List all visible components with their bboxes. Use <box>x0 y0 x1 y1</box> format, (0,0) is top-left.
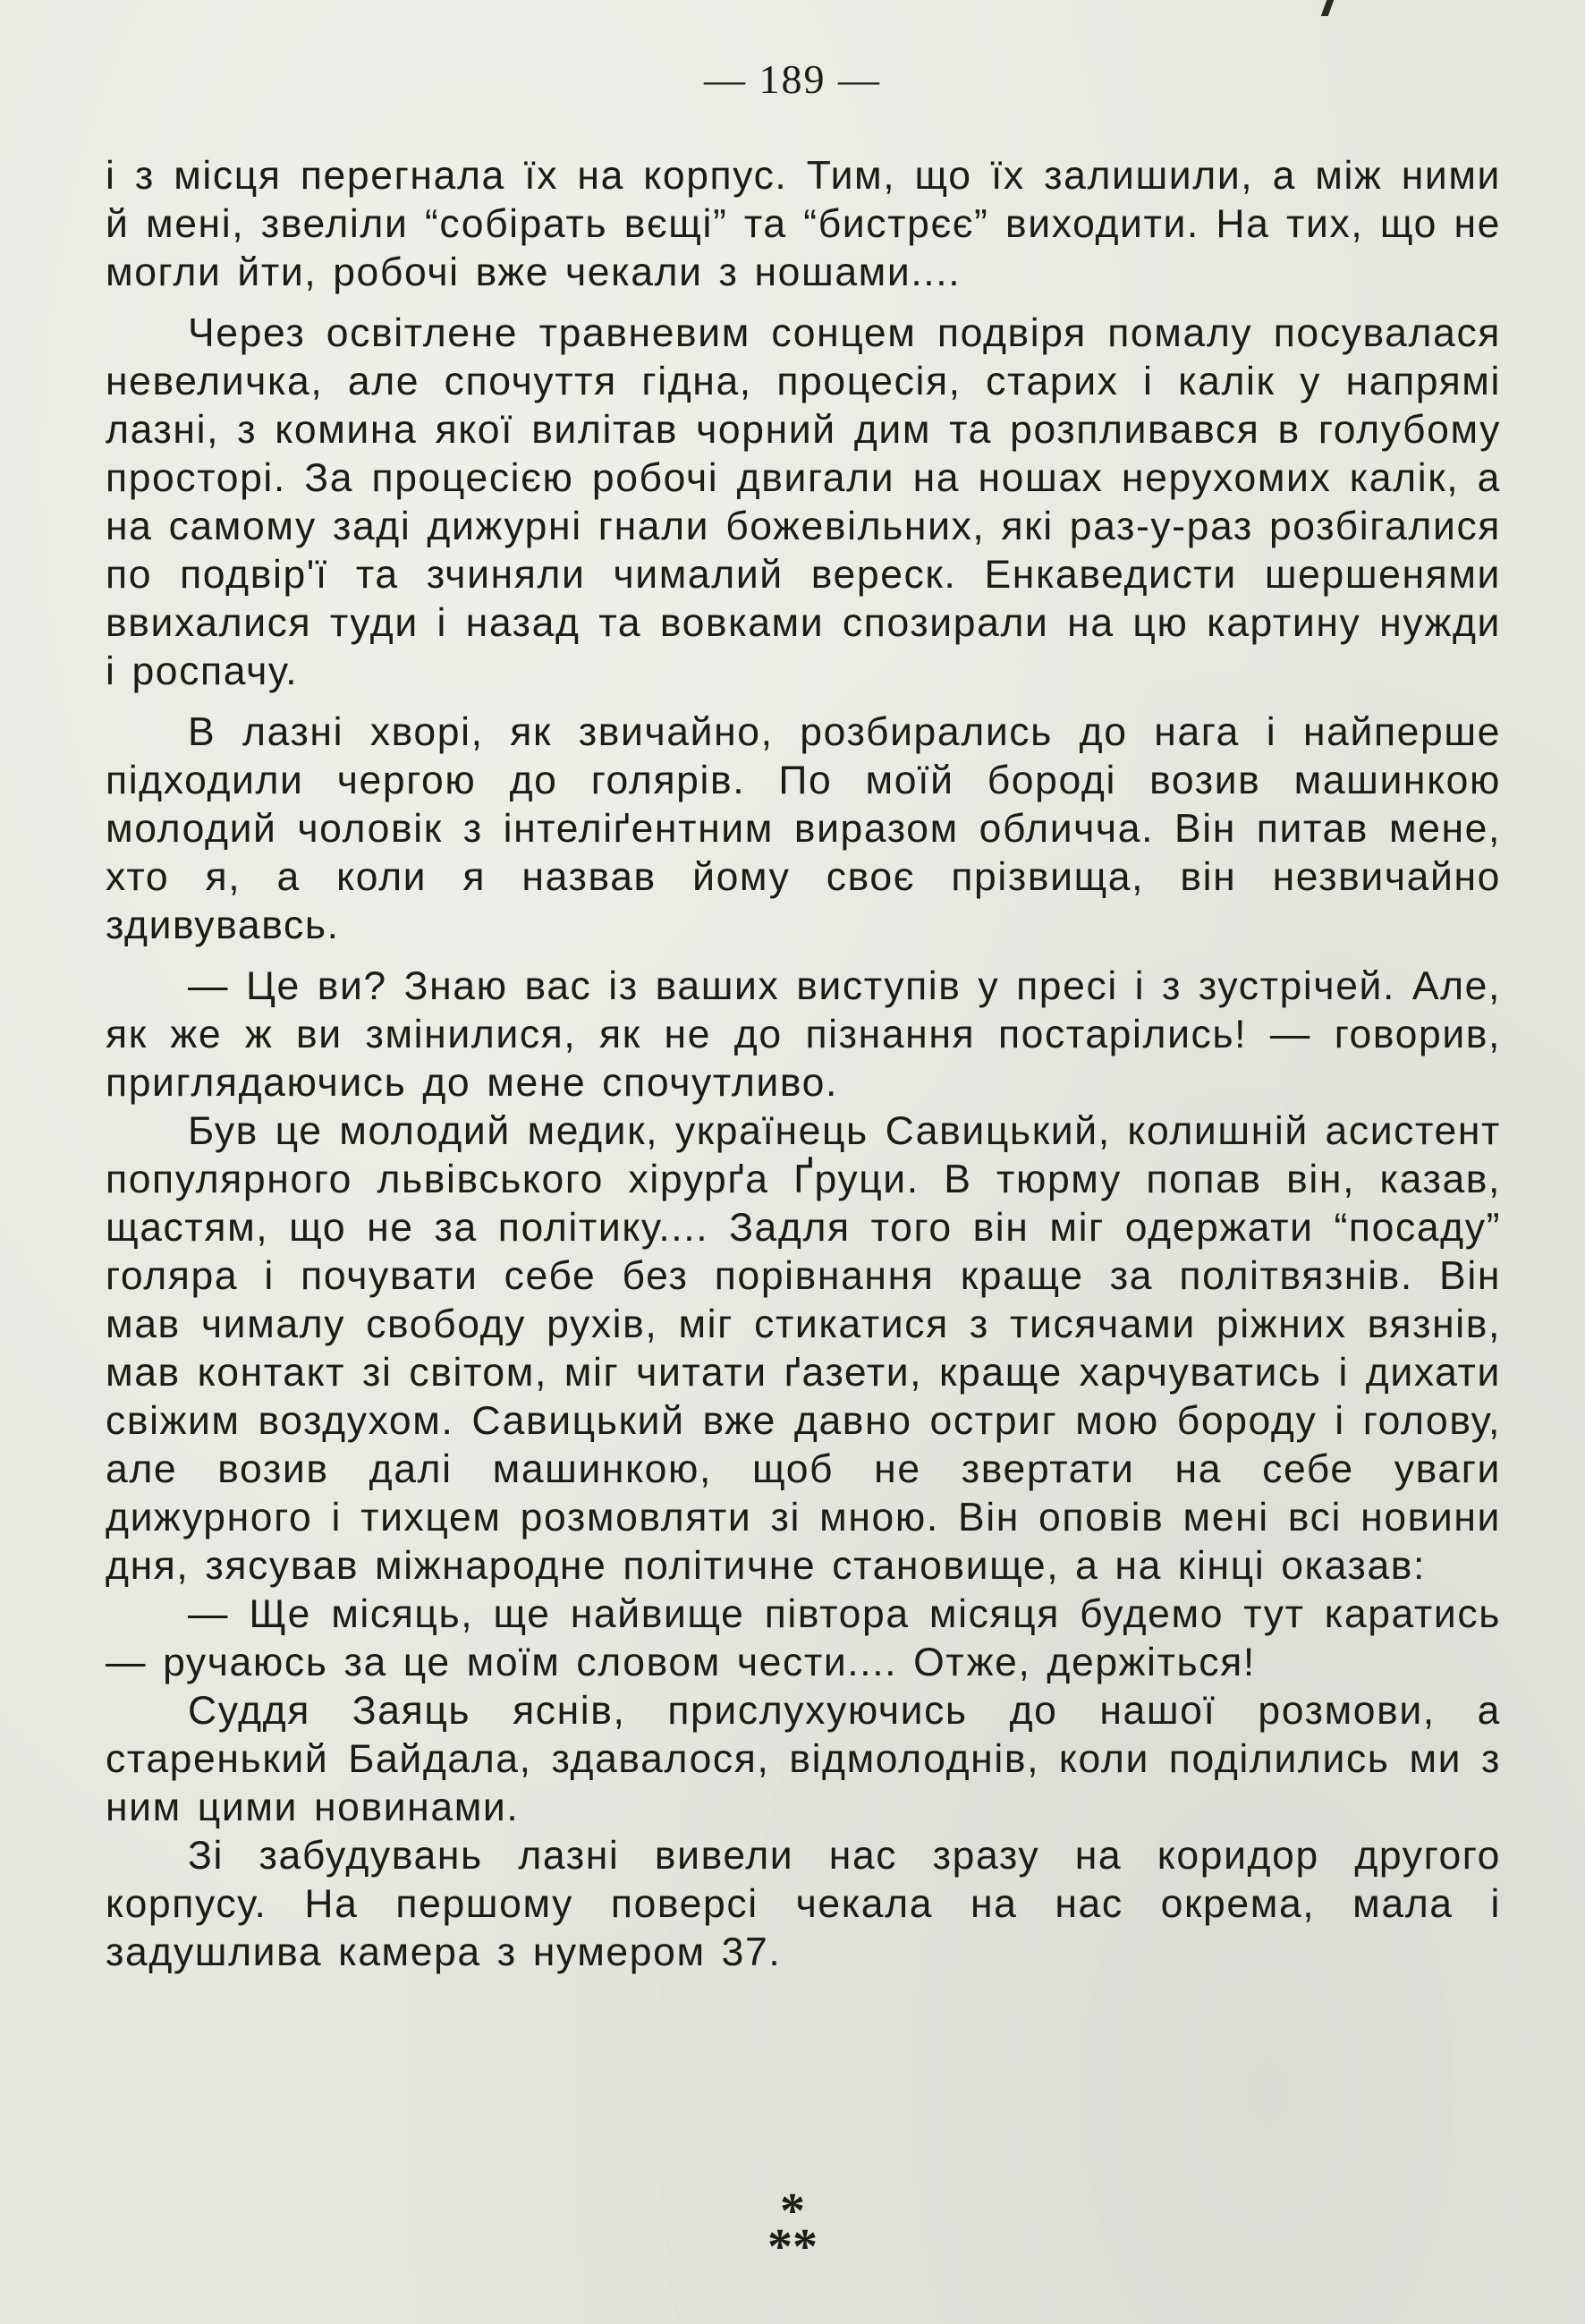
ink-mark <box>1321 0 1335 16</box>
paragraph-3: В лазні хворі, як звичайно, розбирались до нага і найперше підходили чергою до голярів. По моїй бороді возив машинкою молодий чоловік з інтеліґентним виразом обличча. Він питав мене, хто я, а коли я назвав йому своє прізвища, він незвичайно здивувавсь. <box>106 710 1501 947</box>
page-number: — 189 — <box>704 56 881 102</box>
paragraph-4: — Це ви? Знаю вас із ваших виступів у пресі і з зустрічей. Але, як же ж ви змінилися, як не до пізнання постарілись! — говорив, приглядаючись до мене спочутливо. <box>106 964 1501 1105</box>
paragraph-2: Через освітлене травневим сонцем подвіря помалу посувалася невеличка, але спочуття гідна, процесія, старих і калік у напрямі лазні, з комина якої вилітав чорний дим та розпливався в голубому просторі. За процесією робочі двигали на ношах нерухомих калік, а на самому заді дижурні гнали божевільних, які раз-у-раз розбігалися по подвір'ї та зчиняли чималий вереск. Енкаведисти шершенями ввихалися туди і назад та вовками спозирали на цю картину нужди і роспачу. <box>106 311 1501 693</box>
section-break-glyphs: * ** <box>767 2184 818 2275</box>
paragraph-5: Був це молодий медик, українець Савицький, колишній асистент популярного львівського хірурґа Ґруци. В тюрму попав він, казав, щастям, що не за політику.... Задля того він міг одержати “посаду” голяра і почувати себе без порівнання краще за політвязнів. Він мав чималу свободу рухів, міг стикатися з тисячами ріжних вязнів, мав контакт зі світом, міг читати ґазети, краще харчуватись і дихати свіжим воздухом. Савицький вже давно остриг мою бороду і голову, але возив далі машинкою, щоб не звертати на себе уваги дижурного і тихцем розмовляти зі мною. Він оповів мені всі новини дня, зясував міжнародне політичне становище, а на кінці оказав: <box>106 1109 1501 1588</box>
section-break-asterisks <box>0 2184 1585 2275</box>
paragraph-1: і з місця перегнала їх на корпус. Тим, що їх залишили, а між ними й мені, звеліли “собірать вєщі” та “бистрєє” виходити. На тих, що не могли йти, робочі вже чекали з ношами.... <box>106 154 1501 294</box>
paragraph-8: Зі забудувань лазні вивели нас зразу на коридор другого корпусу. На першому поверсі чекала на нас окрема, мала і задушлива камера з нумером 37. <box>106 1834 1501 1974</box>
body-text <box>106 152 1501 1977</box>
paragraph-6: — Ще місяць, ще найвище півтора місяця будемо тут каратись — ручаюсь за це моїм словом чести.... Отже, держіться! <box>106 1592 1501 1684</box>
paragraph-7: Суддя Заяць яснів, прислухуючись до нашої розмови, а старенький Байдала, здавалося, відмолоднів, коли поділились ми з ним цими новинами. <box>106 1689 1501 1829</box>
